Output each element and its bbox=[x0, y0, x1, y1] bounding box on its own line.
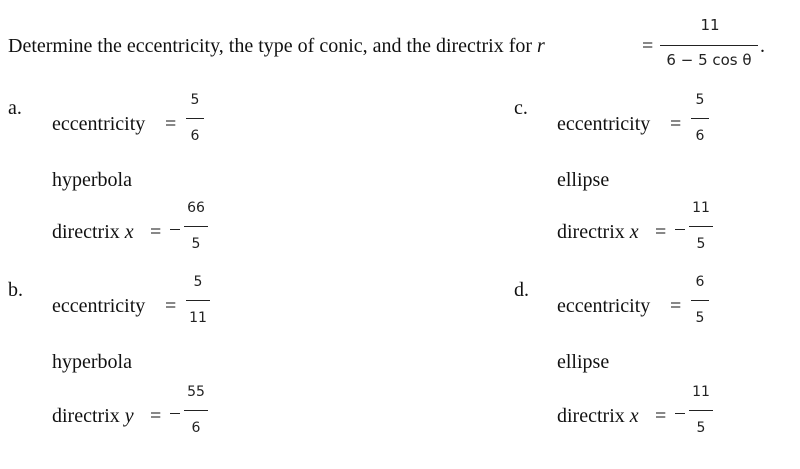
option-a-minus-sign bbox=[170, 229, 180, 230]
question-fraction-bar bbox=[660, 45, 758, 46]
option-b-directrix bbox=[52, 404, 134, 428]
option-d-directrix-variable: x bbox=[629, 405, 639, 427]
option-d-letter[interactable]: d. bbox=[514, 279, 529, 301]
question-prompt: Determine the eccentricity, the type of conic, and the directrix for bbox=[8, 35, 538, 57]
option-d-eccentricity-denominator: 5 bbox=[695, 310, 705, 326]
option-c-minus-sign bbox=[675, 229, 685, 230]
question-text bbox=[8, 34, 545, 58]
option-c-directrix-variable: x bbox=[629, 221, 639, 243]
option-c-directrix-label: directrix bbox=[557, 221, 625, 243]
option-a-eccentricity-equals: = bbox=[165, 113, 177, 135]
option-b-eccentricity-denominator: 11 bbox=[189, 310, 207, 326]
question-denominator: 6 − 5 cos θ bbox=[666, 51, 752, 69]
option-c-directrix-denominator: 5 bbox=[696, 236, 706, 252]
option-d-directrix-numerator: 11 bbox=[692, 384, 710, 400]
option-a-eccentricity-bar bbox=[186, 118, 204, 119]
option-d-directrix-denominator: 5 bbox=[696, 420, 706, 436]
option-b-eccentricity-numerator: 5 bbox=[193, 274, 203, 290]
option-d-eccentricity-label: eccentricity bbox=[557, 295, 651, 317]
option-b-directrix-label: directrix bbox=[52, 405, 120, 427]
question-variable: r bbox=[537, 35, 545, 57]
option-a-directrix-label: directrix bbox=[52, 221, 120, 243]
option-b-eccentricity-equals: = bbox=[165, 295, 177, 317]
option-b-directrix-variable: y bbox=[124, 405, 134, 427]
option-c-eccentricity-denominator: 6 bbox=[695, 128, 705, 144]
option-b-directrix-equals: = bbox=[150, 405, 162, 427]
option-b-directrix-denominator: 6 bbox=[191, 420, 201, 436]
option-d-directrix-equals: = bbox=[655, 405, 667, 427]
option-b-directrix-bar bbox=[184, 410, 208, 411]
option-c-directrix-bar bbox=[689, 226, 713, 227]
option-d-eccentricity-numerator: 6 bbox=[695, 274, 705, 290]
option-a-directrix-bar bbox=[184, 226, 208, 227]
option-b-minus-sign bbox=[170, 413, 180, 414]
option-a-directrix-equals: = bbox=[150, 221, 162, 243]
option-d-directrix bbox=[557, 404, 639, 428]
option-a-letter[interactable]: a. bbox=[8, 97, 22, 119]
option-a-directrix-denominator: 5 bbox=[191, 236, 201, 252]
question-period: . bbox=[760, 35, 765, 57]
option-d-conic: ellipse bbox=[557, 351, 610, 373]
option-c-eccentricity-label: eccentricity bbox=[557, 113, 651, 135]
option-b-letter[interactable]: b. bbox=[8, 279, 23, 301]
option-c-eccentricity-bar bbox=[691, 118, 709, 119]
question-equals: = bbox=[642, 35, 654, 57]
option-b-conic: hyperbola bbox=[52, 351, 132, 373]
option-c-letter[interactable]: c. bbox=[514, 97, 528, 119]
option-b-eccentricity-bar bbox=[186, 300, 210, 301]
option-a-eccentricity-numerator: 5 bbox=[190, 92, 200, 108]
option-a-eccentricity-denominator: 6 bbox=[190, 128, 200, 144]
option-d-eccentricity-bar bbox=[691, 300, 709, 301]
option-a-conic: hyperbola bbox=[52, 169, 132, 191]
option-d-minus-sign bbox=[675, 413, 685, 414]
option-b-eccentricity-label: eccentricity bbox=[52, 295, 146, 317]
option-a-eccentricity-label: eccentricity bbox=[52, 113, 146, 135]
option-c-eccentricity-equals: = bbox=[670, 113, 682, 135]
option-a-directrix-numerator: 66 bbox=[187, 200, 205, 216]
question-numerator: 11 bbox=[700, 16, 720, 34]
option-c-directrix bbox=[557, 220, 639, 244]
option-c-directrix-equals: = bbox=[655, 221, 667, 243]
option-c-eccentricity-numerator: 5 bbox=[695, 92, 705, 108]
option-b-directrix-numerator: 55 bbox=[187, 384, 205, 400]
option-d-eccentricity-equals: = bbox=[670, 295, 682, 317]
option-a-directrix bbox=[52, 220, 134, 244]
option-d-directrix-bar bbox=[689, 410, 713, 411]
option-c-conic: ellipse bbox=[557, 169, 610, 191]
option-c-directrix-numerator: 11 bbox=[692, 200, 710, 216]
option-a-directrix-variable: x bbox=[124, 221, 134, 243]
option-d-directrix-label: directrix bbox=[557, 405, 625, 427]
